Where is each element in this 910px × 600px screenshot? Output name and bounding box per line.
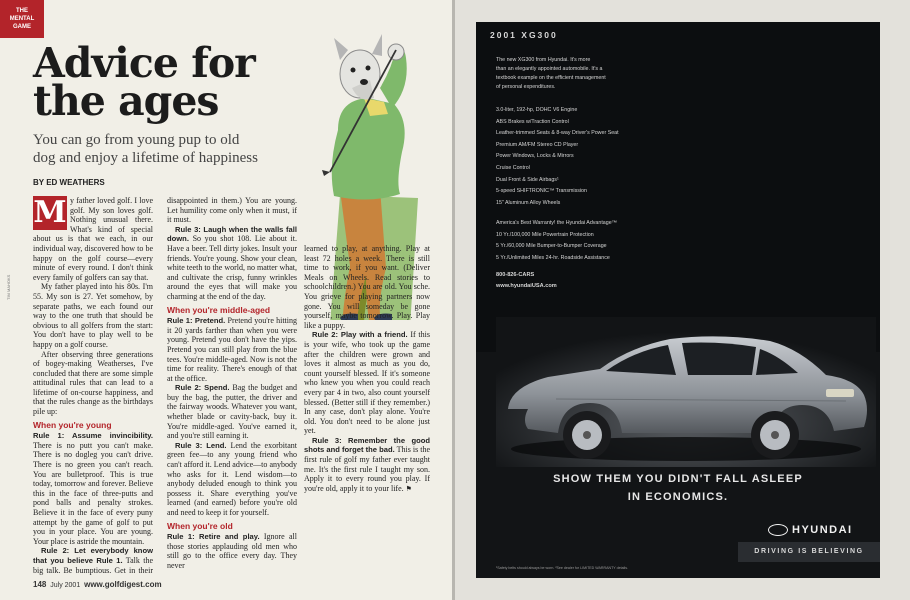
section-tag-line: MENTAL — [9, 16, 35, 22]
rule-paragraph — [167, 316, 297, 383]
ad-url[interactable]: www.hyundaiUSA.com — [496, 283, 557, 289]
rule-text: Lend the exorbitant green fee—to any young friend who can't afford it. Lend advice—to anybody who asks for it. Lend wisdom—to anybody deluded enough to think you possess it. Share everything you've learned (and earned) before you're old and need to keep it for yourself. — [167, 440, 297, 517]
illustration-credit: TIM MAHOKS — [6, 274, 11, 300]
article-column-3 — [304, 244, 430, 576]
subhead-middle: When you're middle-aged — [167, 304, 271, 315]
byline: BY ED WEATHERS — [33, 178, 105, 187]
subhead-young: When you're young — [33, 419, 112, 430]
article-column-2 — [167, 196, 297, 571]
paragraph: disappointed in them.) You are young. Let humility come only when it must, if it must. — [167, 196, 297, 225]
feature-item: Leather-trimmed Seats & 8-way Driver's Power Seat — [496, 130, 619, 137]
paragraph: learned to play, at anything. Play at least 72 holes a week. There is still time to work, if you want. (Deliver Meals on Wheels. Read stories to schoolchildren.) You are old. You sche. You grieve for playing partners now gone. You will someday be gone yourself, maybe tomorrow. Play. Play like a puppy. — [304, 244, 430, 330]
ad-intro-line: of personal expenditures. — [496, 84, 556, 90]
hyundai-emblem-icon — [768, 524, 788, 536]
rule-text: This is the first rule of golf my father ever taught me. It's the first rule I taught my son. Apply it to every round you play. If you're old, apply it to your life. — [304, 445, 430, 493]
issue-date: July 2001 — [50, 582, 81, 589]
rule-paragraph — [167, 225, 297, 302]
article-page — [0, 0, 452, 600]
feature-item: 15" Aluminum Alloy Wheels — [496, 199, 561, 206]
page-footer — [33, 580, 162, 589]
ad-intro-line: than an elegantly appointed automobile. It's a — [496, 66, 603, 72]
rule-label: Rule 2: Play with a friend. — [312, 330, 408, 340]
paragraph: y father loved golf. I love golf. My son loves golf. Nothing unusual there. What's kind of special about us is that we each, in our individual way, discovered how to be happy on the golf course—every minute of every round. I don't think every family of golfers can say that. — [33, 196, 153, 282]
article-column-1 — [33, 196, 153, 576]
rule-label: Rule 1: Assume invincibility. — [33, 431, 153, 441]
rule-text: Pretend you're hitting it 20 yards farther than when you were young. Pretend you don't have the yips. Pretend you can still play from the blue tees. You're middle-aged. Now is not the time for reality. There's enough of that at the office. — [167, 316, 297, 383]
rule-label: Rule 1: Retire and play. — [167, 532, 260, 542]
section-tag-line: GAME — [13, 24, 31, 30]
rule-label: Rule 3: Lend. — [175, 440, 227, 450]
rule-label: Rule 3: Laugh when the walls fall down. — [167, 224, 297, 244]
rule-paragraph — [304, 330, 430, 436]
feature-item: ABS Brakes w/Traction Control — [496, 118, 569, 125]
ad-intro-line: The new XG300 from Hyundai. It's more — [496, 57, 591, 63]
feature-item: Power Windows, Locks & Mirrors — [496, 153, 574, 160]
rule-label: Rule 2: Let everybody know that you believe Rule 1. — [33, 546, 153, 565]
section-tag — [0, 0, 44, 38]
car-image — [496, 317, 876, 467]
ad-features — [496, 106, 619, 210]
paragraph: After observing three generations of bogey-making Weatherses, I've concluded that there are some simple attitudinal rules that can lead to a lifetime of on-course happiness, and that the rules change as the birthdays pile up: — [33, 349, 153, 417]
rule-text: If this is your wife, who took up the game after the children were grown and loves it almost as much as you do, count yourself blessed. If it's someone who knew you when you could reach every par 4 in two, also count yourself blessed. (Better still if they remember.) In any case, don't play alone. You're old. You don't need to be alone just yet. — [304, 330, 430, 436]
ad-intro-line: textbook example on the efficient management — [496, 75, 606, 81]
paragraph: My father played into his 80s. I'm 55. My son is 27. Yet somehow, by separate paths, we each found our way to the one truth that should be obvious to all golfers from the start: You don't have to play well to be happy on a golf course. — [33, 282, 153, 349]
rule-label: Rule 2: Spend. — [175, 383, 230, 393]
rule-text: Bag the budget and buy the bag, the putter, the driver and the fairway woods. Whatever you want, whether blade or cavity-back, buy it. You're middle-aged. You've earned it, and you're still earning it. — [167, 383, 297, 441]
warranty-item: 5 Yr./Unlimited Miles 24-hr. Roadside Assistance — [496, 254, 610, 261]
feature-item: 3.0-liter, 192-hp, DOHC V6 Engine — [496, 107, 578, 113]
article-title — [33, 39, 293, 125]
ad-contact — [496, 270, 557, 292]
section-tag-line: THE — [16, 8, 28, 14]
warranty-item: America's Best Warranty! the Hyundai Advantage™ — [496, 220, 617, 226]
feature-item: Premium AM/FM Stereo CD Player — [496, 141, 579, 148]
article-subtitle: You can go from young pup to old dog and enjoy a lifetime of happiness — [33, 132, 258, 166]
rule-paragraph — [33, 431, 153, 546]
ad-phone: 800-826-CARS — [496, 272, 535, 278]
dropcap: M — [33, 196, 67, 230]
page-number: 148 — [33, 580, 47, 589]
title-line: Advice for — [33, 39, 255, 87]
rule-text: Ignore all those stories applauding old men who still go to the office every day. They never — [167, 532, 297, 570]
brand-name: HYUNDAI — [792, 524, 853, 536]
rule-paragraph — [33, 546, 153, 576]
title-line: the ages — [33, 77, 219, 125]
ad-headline — [476, 470, 880, 506]
hyundai-ad — [476, 22, 880, 578]
hyundai-logo — [768, 524, 853, 536]
rule-label: Rule 1: Pretend. — [167, 316, 226, 326]
ad-slogan: DRIVING IS BELIEVING — [754, 548, 864, 555]
ad-headline-line: IN ECONOMICS. — [627, 491, 729, 503]
warranty-item: 5 Yr./60,000 Mile Bumper-to-Bumper Coverage — [496, 243, 607, 250]
ad-intro — [496, 56, 646, 92]
feature-item: 5-speed SHIFTRONIC™ Transmission — [496, 188, 587, 195]
rule-paragraph — [167, 441, 297, 518]
ad-footnote: ¹Safety belts should always be worn. ²See dealer for LIMITED WARRANTY details. — [496, 566, 629, 570]
warranty-item: 10 Yr./100,000 Mile Powertrain Protection — [496, 231, 594, 238]
ad-model: 2001 XG300 — [490, 30, 558, 40]
ad-headline-line: SHOW THEM YOU DIDN'T FALL ASLEEP — [553, 473, 803, 485]
rule-text: Talk the big talk. Be bumptious. Get in their — [33, 555, 153, 575]
rule-text: There is no putt you can't make. There is no dogleg you can't drive. There is no green you can't reach. You are bulletproof. This is true today, tomorrow and forever. Believe this in the face of three-putts and pond balls and penalty strokes. Believe it in the face of every puny attempt by the game of golf to put you in your place. You are young. Your place is astride the mountain. — [33, 440, 153, 546]
rule-paragraph — [167, 383, 297, 441]
ad-warranty — [496, 219, 617, 265]
rule-paragraph — [167, 532, 297, 570]
rule-label: Rule 3: Remember the good shots and forget the bad. — [304, 435, 430, 455]
feature-item: Dual Front & Side Airbags¹ — [496, 176, 559, 183]
feature-item: Cruise Control — [496, 164, 530, 171]
rule-paragraph: Rule 3: Remember the good shots and forget the bad. This is the first rule of golf my father ever taught me. It's the first rule I taught my son. Apply it to every round you play. If you're old, apply it to your life. ⚑ — [304, 435, 430, 493]
website-link[interactable]: www.golfdigest.com — [84, 580, 162, 589]
rule-text: So you shot 108. Lie about it. Have a beer. Tell dirty jokes. Insult your friends. You're young. Show your clean, white teeth to the world, no matter what, and cultivate the crisp, funny wrinkles around the eyes that will make you charming at the end of the day. — [167, 234, 297, 301]
subhead-old: When you're old — [167, 520, 233, 531]
